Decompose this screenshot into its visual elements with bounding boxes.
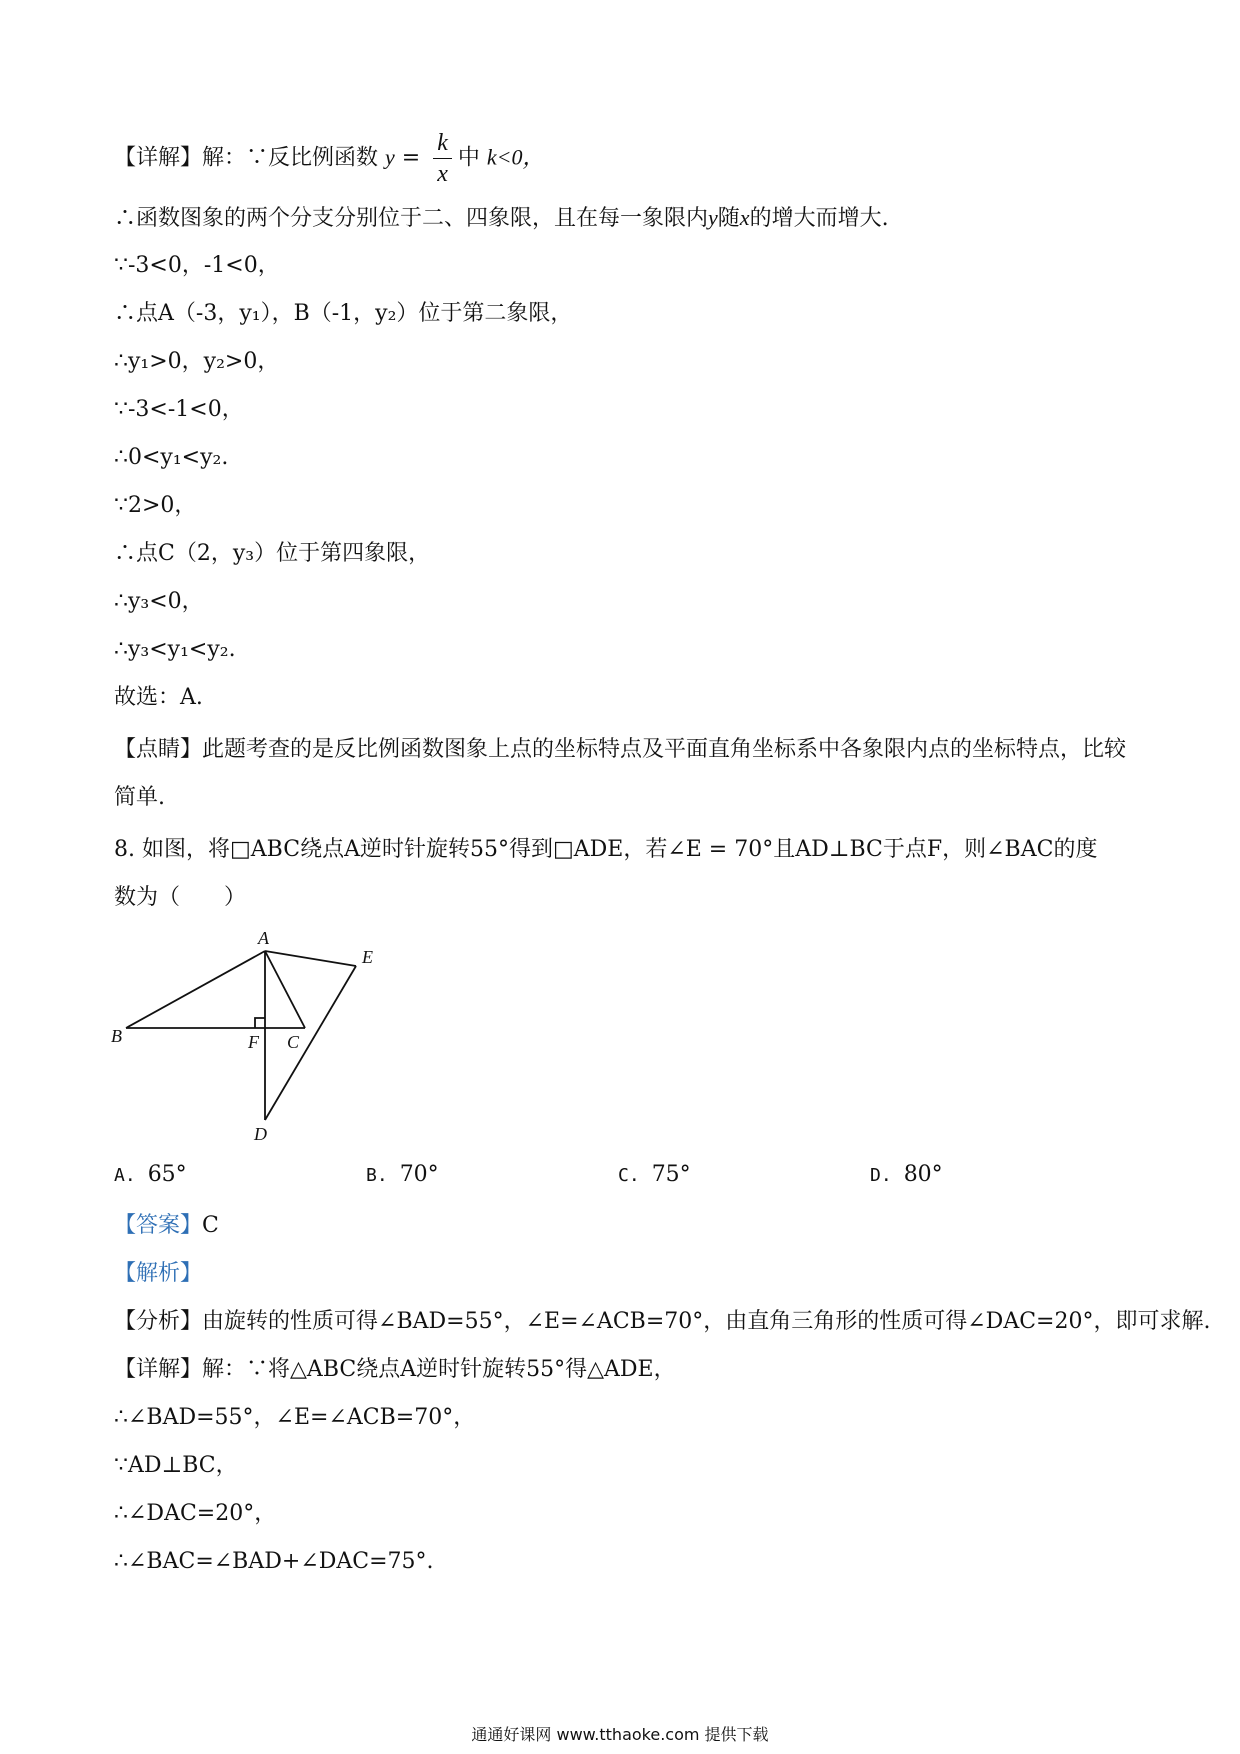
- comment-line-2: 简单.: [114, 785, 165, 810]
- detail-text-1b: 中: [457, 145, 480, 171]
- detail-line-4: ∴点A（-3，y₁），B（-1，y₂）位于第二象限，: [114, 301, 573, 326]
- answer-line: [114, 1210, 219, 1242]
- comment-label: 【点睛】: [114, 737, 203, 762]
- right-angle-mark: [255, 1018, 265, 1028]
- detail-line-11: ∴y₃<y₁<y₂.: [114, 637, 236, 662]
- detail-line-2: ∴函数图象的两个分支分别位于二、四象限，且在每一象限内y随x的增大而增大.: [114, 205, 889, 231]
- detail-text-1c: k<0，: [486, 144, 545, 170]
- option-c: C. 75°: [618, 1162, 691, 1187]
- detail-line-8: ∵2>0，: [114, 493, 197, 518]
- detail-line-7: ∴0<y₁<y₂.: [114, 445, 229, 470]
- segment-AE: [265, 951, 356, 966]
- option-b: B. 70°: [366, 1162, 439, 1187]
- label-F: F: [248, 1032, 259, 1052]
- segment-ED: [265, 966, 356, 1120]
- detail2-line-3: ∵AD⊥BC，: [114, 1453, 238, 1478]
- detail-line-1: 【详解】解：∵反比例函数 y = $\frac{k}{x}$ 中 k<0，: [114, 130, 545, 187]
- question-line-1: 8. 如图，将□ABC绕点A逆时针旋转55°得到□ADE，若∠E = 70°且AD⊥BC于点F，则∠BAC的度: [114, 837, 1098, 862]
- detail-line-10: ∴y₃<0，: [114, 589, 204, 614]
- question-line-2: 数为（ ）: [114, 885, 247, 910]
- answer-options: [114, 1162, 1014, 1196]
- detail-line-12: 故选：A.: [114, 685, 203, 710]
- detail2-line-2: ∴∠BAD=55°，∠E=∠ACB=70°，: [114, 1405, 476, 1430]
- geometry-figure: [108, 918, 388, 1148]
- label-E: E: [362, 947, 373, 967]
- fraction-k-over-x: $\frac{k}{x}$: [433, 128, 452, 189]
- answer-value: C: [202, 1213, 219, 1238]
- detail2-line-1: 【详解】解：∵将△ABC绕点A逆时针旋转55°得△ADE，: [114, 1357, 676, 1382]
- analysis-heading: 【解析】: [114, 1261, 203, 1286]
- label-C: C: [287, 1032, 300, 1052]
- comment-line-1: 【点睛】此题考查的是反比例函数图象上点的坐标特点及平面直角坐标系中各象限内点的坐标特点，比较: [114, 737, 1127, 762]
- segment-AB: [126, 951, 265, 1028]
- analysis-line: 【分析】由旋转的性质可得∠BAD=55°，∠E=∠ACB=70°，由直角三角形的性质可得∠DAC=20°，即可求解.: [114, 1309, 1211, 1334]
- detail-line-6: ∵-3<-1<0，: [114, 397, 244, 422]
- segment-AC: [265, 951, 305, 1028]
- answer-label: 【答案】: [114, 1213, 203, 1238]
- detail-label: 【详解】: [114, 145, 203, 171]
- detail-line-3: ∵-3<0，-1<0，: [114, 253, 280, 278]
- label-A: A: [258, 928, 269, 948]
- detail-line-9: ∴点C（2，y₃）位于第四象限，: [114, 541, 431, 566]
- label-D: D: [254, 1124, 267, 1144]
- label-B: B: [111, 1026, 122, 1046]
- detail2-line-4: ∴∠DAC=20°，: [114, 1501, 277, 1526]
- detail-text-1a: 解：∵反比例函数: [202, 145, 379, 171]
- detail-line-5: ∴y₁>0，y₂>0，: [114, 349, 280, 374]
- option-a: A. 65°: [114, 1162, 187, 1187]
- detail2-line-5: ∴∠BAC=∠BAD+∠DAC=75°.: [114, 1549, 434, 1574]
- page-footer: 通通好课网 www.tthaoke.com 提供下载: [471, 1725, 769, 1744]
- option-d: D. 80°: [870, 1162, 943, 1187]
